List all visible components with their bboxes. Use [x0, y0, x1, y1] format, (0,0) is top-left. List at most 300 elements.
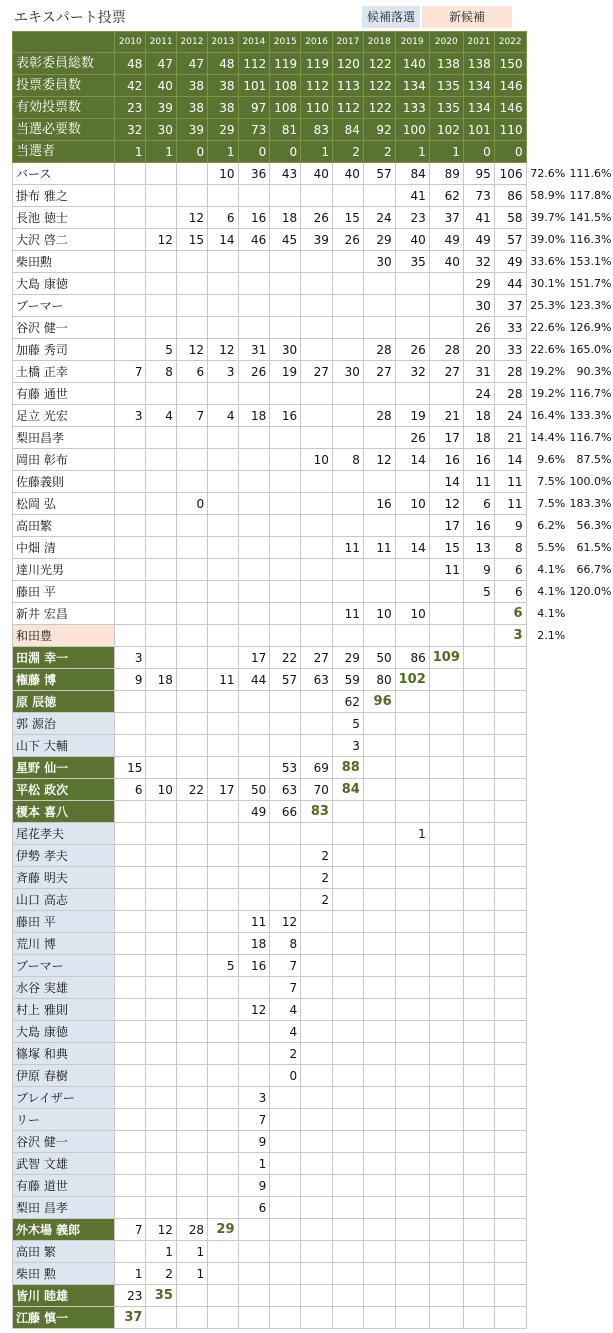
- vote-count: 12: [146, 229, 176, 251]
- legend-lost-candidate: 候補落選: [362, 6, 420, 28]
- vote-count: [208, 735, 238, 757]
- vote-change-ratio: 117.8%: [569, 188, 612, 202]
- vote-count: [115, 845, 146, 867]
- vote-count: 17: [429, 515, 463, 537]
- vote-count: [395, 691, 429, 713]
- vote-count: [494, 977, 526, 999]
- vote-count: [176, 757, 207, 779]
- vote-count: [176, 625, 207, 647]
- vote-count: [429, 999, 463, 1021]
- vote-count: [463, 955, 494, 977]
- vote-count: [208, 977, 238, 999]
- vote-percentage: 4.1%: [537, 562, 566, 576]
- vote-count: [176, 163, 207, 185]
- vote-count: 21: [494, 427, 526, 449]
- vote-percentage: [526, 845, 567, 867]
- vote-count: 96: [363, 691, 395, 713]
- vote-count: 83: [301, 801, 333, 823]
- vote-count: [115, 1043, 146, 1065]
- year-header: 2022: [494, 32, 526, 53]
- vote-count: [176, 559, 207, 581]
- vote-count: [146, 713, 176, 735]
- vote-count: 14: [494, 449, 526, 471]
- vote-count: [208, 647, 238, 669]
- candidate-row: [13, 1197, 613, 1219]
- vote-count: [176, 295, 207, 317]
- vote-count: 11: [332, 603, 363, 625]
- vote-count: [270, 845, 301, 867]
- vote-count: 20: [463, 339, 494, 361]
- vote-count: 11: [429, 559, 463, 581]
- vote-count: 31: [463, 361, 494, 383]
- candidate-row: [13, 383, 613, 405]
- vote-count: [429, 977, 463, 999]
- vote-count: [332, 383, 363, 405]
- vote-count: [363, 889, 395, 911]
- vote-count: [238, 449, 270, 471]
- stat-value: 146: [494, 97, 526, 119]
- vote-count: 7: [115, 1219, 146, 1241]
- vote-change-ratio: 126.9%: [569, 320, 612, 334]
- vote-count: [332, 1065, 363, 1087]
- vote-count: 15: [332, 207, 363, 229]
- vote-count: [494, 713, 526, 735]
- vote-count: [146, 823, 176, 845]
- vote-count: 17: [238, 647, 270, 669]
- vote-percentage: 7.5%: [537, 474, 566, 488]
- vote-count: [301, 537, 333, 559]
- vote-count: [494, 1219, 526, 1241]
- vote-count: 3: [115, 405, 146, 427]
- vote-count: [363, 581, 395, 603]
- vote-count: 57: [494, 229, 526, 251]
- candidate-name: 土橋 正幸: [13, 361, 115, 383]
- vote-count: [146, 691, 176, 713]
- vote-count: [395, 1021, 429, 1043]
- candidate-name: 柴田勲: [13, 251, 115, 273]
- vote-count: [301, 1087, 333, 1109]
- vote-count: [176, 1087, 207, 1109]
- vote-count: [270, 515, 301, 537]
- stat-value: 101: [463, 119, 494, 141]
- vote-count: [494, 1131, 526, 1153]
- vote-count: [429, 933, 463, 955]
- vote-count: [146, 801, 176, 823]
- vote-count: [363, 977, 395, 999]
- vote-count: [363, 845, 395, 867]
- vote-count: 23: [395, 207, 429, 229]
- vote-count: [301, 999, 333, 1021]
- vote-count: [332, 1087, 363, 1109]
- stat-value: 29: [208, 119, 238, 141]
- vote-count: 46: [238, 229, 270, 251]
- candidate-name: 伊原 春樹: [13, 1065, 115, 1087]
- vote-count: 5: [463, 581, 494, 603]
- vote-count: [395, 1241, 429, 1263]
- vote-change-ratio: [567, 691, 613, 713]
- vote-count: 2: [146, 1263, 176, 1285]
- vote-count: [363, 625, 395, 647]
- vote-count: 2: [270, 1043, 301, 1065]
- candidate-row: [13, 1043, 613, 1065]
- vote-count: [429, 779, 463, 801]
- vote-count: 10: [395, 603, 429, 625]
- vote-count: [395, 999, 429, 1021]
- vote-count: 22: [270, 647, 301, 669]
- vote-count: [463, 1087, 494, 1109]
- vote-count: [270, 427, 301, 449]
- candidate-row: [13, 779, 613, 801]
- vote-percentage: [526, 823, 567, 845]
- vote-count: [115, 427, 146, 449]
- vote-percentage: 72.6%: [530, 166, 566, 180]
- vote-count: [146, 1043, 176, 1065]
- candidate-row: [13, 801, 613, 823]
- candidate-row: [13, 977, 613, 999]
- vote-count: [115, 889, 146, 911]
- vote-count: [238, 977, 270, 999]
- vote-percentage: 5.5%: [537, 540, 566, 554]
- vote-count: [270, 471, 301, 493]
- vote-count: [429, 1219, 463, 1241]
- vote-count: [494, 1021, 526, 1043]
- candidate-name: 郭 源治: [13, 713, 115, 735]
- vote-percentage: 39.0%: [530, 232, 566, 246]
- vote-percentage: [526, 801, 567, 823]
- vote-count: [208, 251, 238, 273]
- vote-count: 29: [208, 1219, 238, 1241]
- vote-count: 44: [494, 273, 526, 295]
- vote-count: 30: [463, 295, 494, 317]
- vote-count: [463, 1197, 494, 1219]
- stat-value: 108: [270, 75, 301, 97]
- vote-percentage: [526, 757, 567, 779]
- vote-count: [395, 295, 429, 317]
- vote-count: 12: [270, 911, 301, 933]
- vote-count: [494, 801, 526, 823]
- stat-value: 92: [363, 119, 395, 141]
- stat-value: 134: [395, 75, 429, 97]
- vote-count: [146, 1197, 176, 1219]
- vote-count: 27: [301, 647, 333, 669]
- vote-count: [301, 295, 333, 317]
- vote-count: [115, 823, 146, 845]
- vote-count: [463, 1263, 494, 1285]
- vote-count: 12: [208, 339, 238, 361]
- vote-count: [395, 625, 429, 647]
- vote-count: [176, 647, 207, 669]
- vote-count: [363, 1153, 395, 1175]
- vote-count: 40: [429, 251, 463, 273]
- vote-count: [146, 1065, 176, 1087]
- vote-count: [463, 1285, 494, 1307]
- vote-count: [301, 273, 333, 295]
- candidate-name: 山下 大輔: [13, 735, 115, 757]
- vote-count: 17: [208, 779, 238, 801]
- vote-count: [494, 1197, 526, 1219]
- vote-count: [332, 405, 363, 427]
- vote-count: [363, 317, 395, 339]
- vote-percentage: [526, 999, 567, 1021]
- candidate-row: [13, 999, 613, 1021]
- vote-count: [494, 1263, 526, 1285]
- vote-count: 6: [494, 603, 526, 625]
- vote-count: [395, 867, 429, 889]
- vote-count: [463, 1307, 494, 1329]
- vote-count: 63: [270, 779, 301, 801]
- vote-percentage: [526, 1021, 567, 1043]
- stat-value: 120: [332, 53, 363, 75]
- vote-count: 95: [463, 163, 494, 185]
- vote-count: [332, 339, 363, 361]
- vote-count: [363, 735, 395, 757]
- vote-count: [238, 625, 270, 647]
- vote-count: [176, 317, 207, 339]
- stat-row: [13, 97, 613, 119]
- vote-count: [146, 867, 176, 889]
- candidate-row: [13, 867, 613, 889]
- candidate-row: [13, 1175, 613, 1197]
- vote-count: 28: [494, 383, 526, 405]
- candidate-name: 山口 高志: [13, 889, 115, 911]
- vote-count: [429, 1307, 463, 1329]
- vote-count: [208, 823, 238, 845]
- vote-count: [363, 933, 395, 955]
- vote-count: [332, 1285, 363, 1307]
- vote-count: 84: [395, 163, 429, 185]
- vote-count: [363, 1021, 395, 1043]
- candidate-name: 柴田 勲: [13, 1263, 115, 1285]
- candidate-name: 有藤 通世: [13, 383, 115, 405]
- vote-count: [494, 647, 526, 669]
- vote-count: [301, 383, 333, 405]
- vote-count: 24: [363, 207, 395, 229]
- candidate-row: [13, 823, 613, 845]
- vote-count: [270, 603, 301, 625]
- vote-count: 7: [270, 955, 301, 977]
- vote-count: 10: [301, 449, 333, 471]
- stat-label: 当選者: [13, 141, 115, 163]
- vote-count: [301, 185, 333, 207]
- vote-count: [238, 867, 270, 889]
- stat-value: 101: [238, 75, 270, 97]
- candidate-name: 大島 康徳: [13, 1021, 115, 1043]
- vote-change-ratio: [567, 1065, 613, 1087]
- vote-count: [146, 1307, 176, 1329]
- candidate-row: [13, 295, 613, 317]
- vote-count: [208, 185, 238, 207]
- vote-count: [395, 383, 429, 405]
- vote-count: [146, 317, 176, 339]
- vote-count: [494, 1043, 526, 1065]
- vote-count: 14: [395, 449, 429, 471]
- stat-value: 73: [238, 119, 270, 141]
- vote-percentage: [526, 1087, 567, 1109]
- vote-count: 4: [146, 405, 176, 427]
- stat-value: 81: [270, 119, 301, 141]
- vote-count: [238, 1241, 270, 1263]
- vote-count: 27: [429, 361, 463, 383]
- vote-count: [270, 537, 301, 559]
- vote-count: [332, 185, 363, 207]
- vote-count: [238, 1307, 270, 1329]
- vote-count: 39: [301, 229, 333, 251]
- vote-count: [115, 471, 146, 493]
- vote-count: [301, 1241, 333, 1263]
- candidate-name: 有藤 道世: [13, 1175, 115, 1197]
- vote-count: [270, 735, 301, 757]
- vote-count: [301, 339, 333, 361]
- vote-count: [115, 273, 146, 295]
- stat-value: 48: [208, 53, 238, 75]
- candidate-name: 谷沢 健一: [13, 1131, 115, 1153]
- vote-count: [463, 713, 494, 735]
- vote-count: 63: [301, 669, 333, 691]
- vote-percentage: [526, 691, 567, 713]
- vote-count: [429, 383, 463, 405]
- vote-count: [176, 713, 207, 735]
- vote-count: [115, 1197, 146, 1219]
- vote-count: 4: [270, 999, 301, 1021]
- vote-count: [429, 1285, 463, 1307]
- vote-count: 49: [463, 229, 494, 251]
- vote-count: [395, 889, 429, 911]
- vote-change-ratio: [567, 603, 613, 625]
- vote-change-ratio: [567, 1021, 613, 1043]
- vote-percentage: [526, 1043, 567, 1065]
- vote-count: [363, 1307, 395, 1329]
- vote-count: 29: [363, 229, 395, 251]
- stat-value: 1: [115, 141, 146, 163]
- vote-count: 4: [270, 1021, 301, 1043]
- vote-count: [208, 713, 238, 735]
- vote-percentage: [526, 1175, 567, 1197]
- candidate-row: [13, 449, 613, 471]
- vote-count: [270, 1153, 301, 1175]
- vote-count: [176, 801, 207, 823]
- stat-value: 39: [176, 119, 207, 141]
- vote-count: [146, 185, 176, 207]
- vote-count: [301, 1065, 333, 1087]
- vote-count: 1: [146, 1241, 176, 1263]
- vote-count: [332, 295, 363, 317]
- vote-count: [301, 933, 333, 955]
- stat-value: 30: [146, 119, 176, 141]
- vote-count: 49: [238, 801, 270, 823]
- vote-count: 12: [146, 1219, 176, 1241]
- vote-count: [115, 207, 146, 229]
- vote-count: [115, 559, 146, 581]
- vote-percentage: 39.7%: [530, 210, 566, 224]
- vote-count: [363, 383, 395, 405]
- year-header: 2014: [238, 32, 270, 53]
- vote-count: [332, 1307, 363, 1329]
- vote-change-ratio: 111.6%: [569, 166, 612, 180]
- vote-count: [115, 515, 146, 537]
- vote-count: [463, 977, 494, 999]
- vote-count: [429, 735, 463, 757]
- vote-count: [301, 405, 333, 427]
- vote-count: [238, 581, 270, 603]
- stat-value: 122: [363, 53, 395, 75]
- vote-count: 18: [463, 405, 494, 427]
- vote-count: [301, 977, 333, 999]
- vote-count: 27: [301, 361, 333, 383]
- vote-change-ratio: [567, 1263, 613, 1285]
- vote-count: [301, 515, 333, 537]
- vote-count: 16: [463, 515, 494, 537]
- vote-count: 70: [301, 779, 333, 801]
- vote-count: 57: [270, 669, 301, 691]
- vote-count: [395, 977, 429, 999]
- vote-count: [115, 493, 146, 515]
- vote-count: [176, 867, 207, 889]
- stat-value: 0: [494, 141, 526, 163]
- vote-count: [208, 1241, 238, 1263]
- vote-count: [332, 1263, 363, 1285]
- candidate-row: [13, 955, 613, 977]
- vote-count: [115, 449, 146, 471]
- vote-count: 10: [146, 779, 176, 801]
- vote-count: [238, 537, 270, 559]
- vote-count: [238, 427, 270, 449]
- vote-count: [146, 471, 176, 493]
- vote-count: [176, 427, 207, 449]
- vote-count: 33: [494, 339, 526, 361]
- vote-count: 11: [463, 471, 494, 493]
- vote-count: [270, 251, 301, 273]
- vote-count: [463, 999, 494, 1021]
- vote-count: [146, 1021, 176, 1043]
- stat-value: 23: [115, 97, 146, 119]
- stat-row: [13, 119, 613, 141]
- vote-count: 15: [176, 229, 207, 251]
- vote-count: [176, 691, 207, 713]
- vote-count: 1: [238, 1153, 270, 1175]
- vote-count: [395, 1263, 429, 1285]
- vote-count: [395, 1043, 429, 1065]
- vote-count: [332, 845, 363, 867]
- vote-percentage: [526, 1065, 567, 1087]
- vote-count: [363, 955, 395, 977]
- vote-count: [463, 1131, 494, 1153]
- vote-count: 2: [301, 867, 333, 889]
- candidate-name: 皆川 睦雄: [13, 1285, 115, 1307]
- vote-count: [115, 1153, 146, 1175]
- vote-count: [494, 1065, 526, 1087]
- vote-count: 28: [363, 405, 395, 427]
- stat-value: 1: [146, 141, 176, 163]
- vote-count: 86: [494, 185, 526, 207]
- vote-count: [395, 581, 429, 603]
- candidate-row: [13, 515, 613, 537]
- year-header: 2012: [176, 32, 207, 53]
- vote-count: [115, 383, 146, 405]
- vote-percentage: [526, 735, 567, 757]
- vote-count: [270, 1087, 301, 1109]
- vote-change-ratio: [567, 823, 613, 845]
- vote-count: [301, 691, 333, 713]
- vote-percentage: 33.6%: [530, 254, 566, 268]
- vote-count: 24: [494, 405, 526, 427]
- stat-value: 84: [332, 119, 363, 141]
- vote-count: [429, 955, 463, 977]
- stat-value: 42: [115, 75, 146, 97]
- stat-value: 48: [115, 53, 146, 75]
- vote-count: [176, 251, 207, 273]
- candidate-name: 谷沢 健一: [13, 317, 115, 339]
- vote-count: 3: [208, 361, 238, 383]
